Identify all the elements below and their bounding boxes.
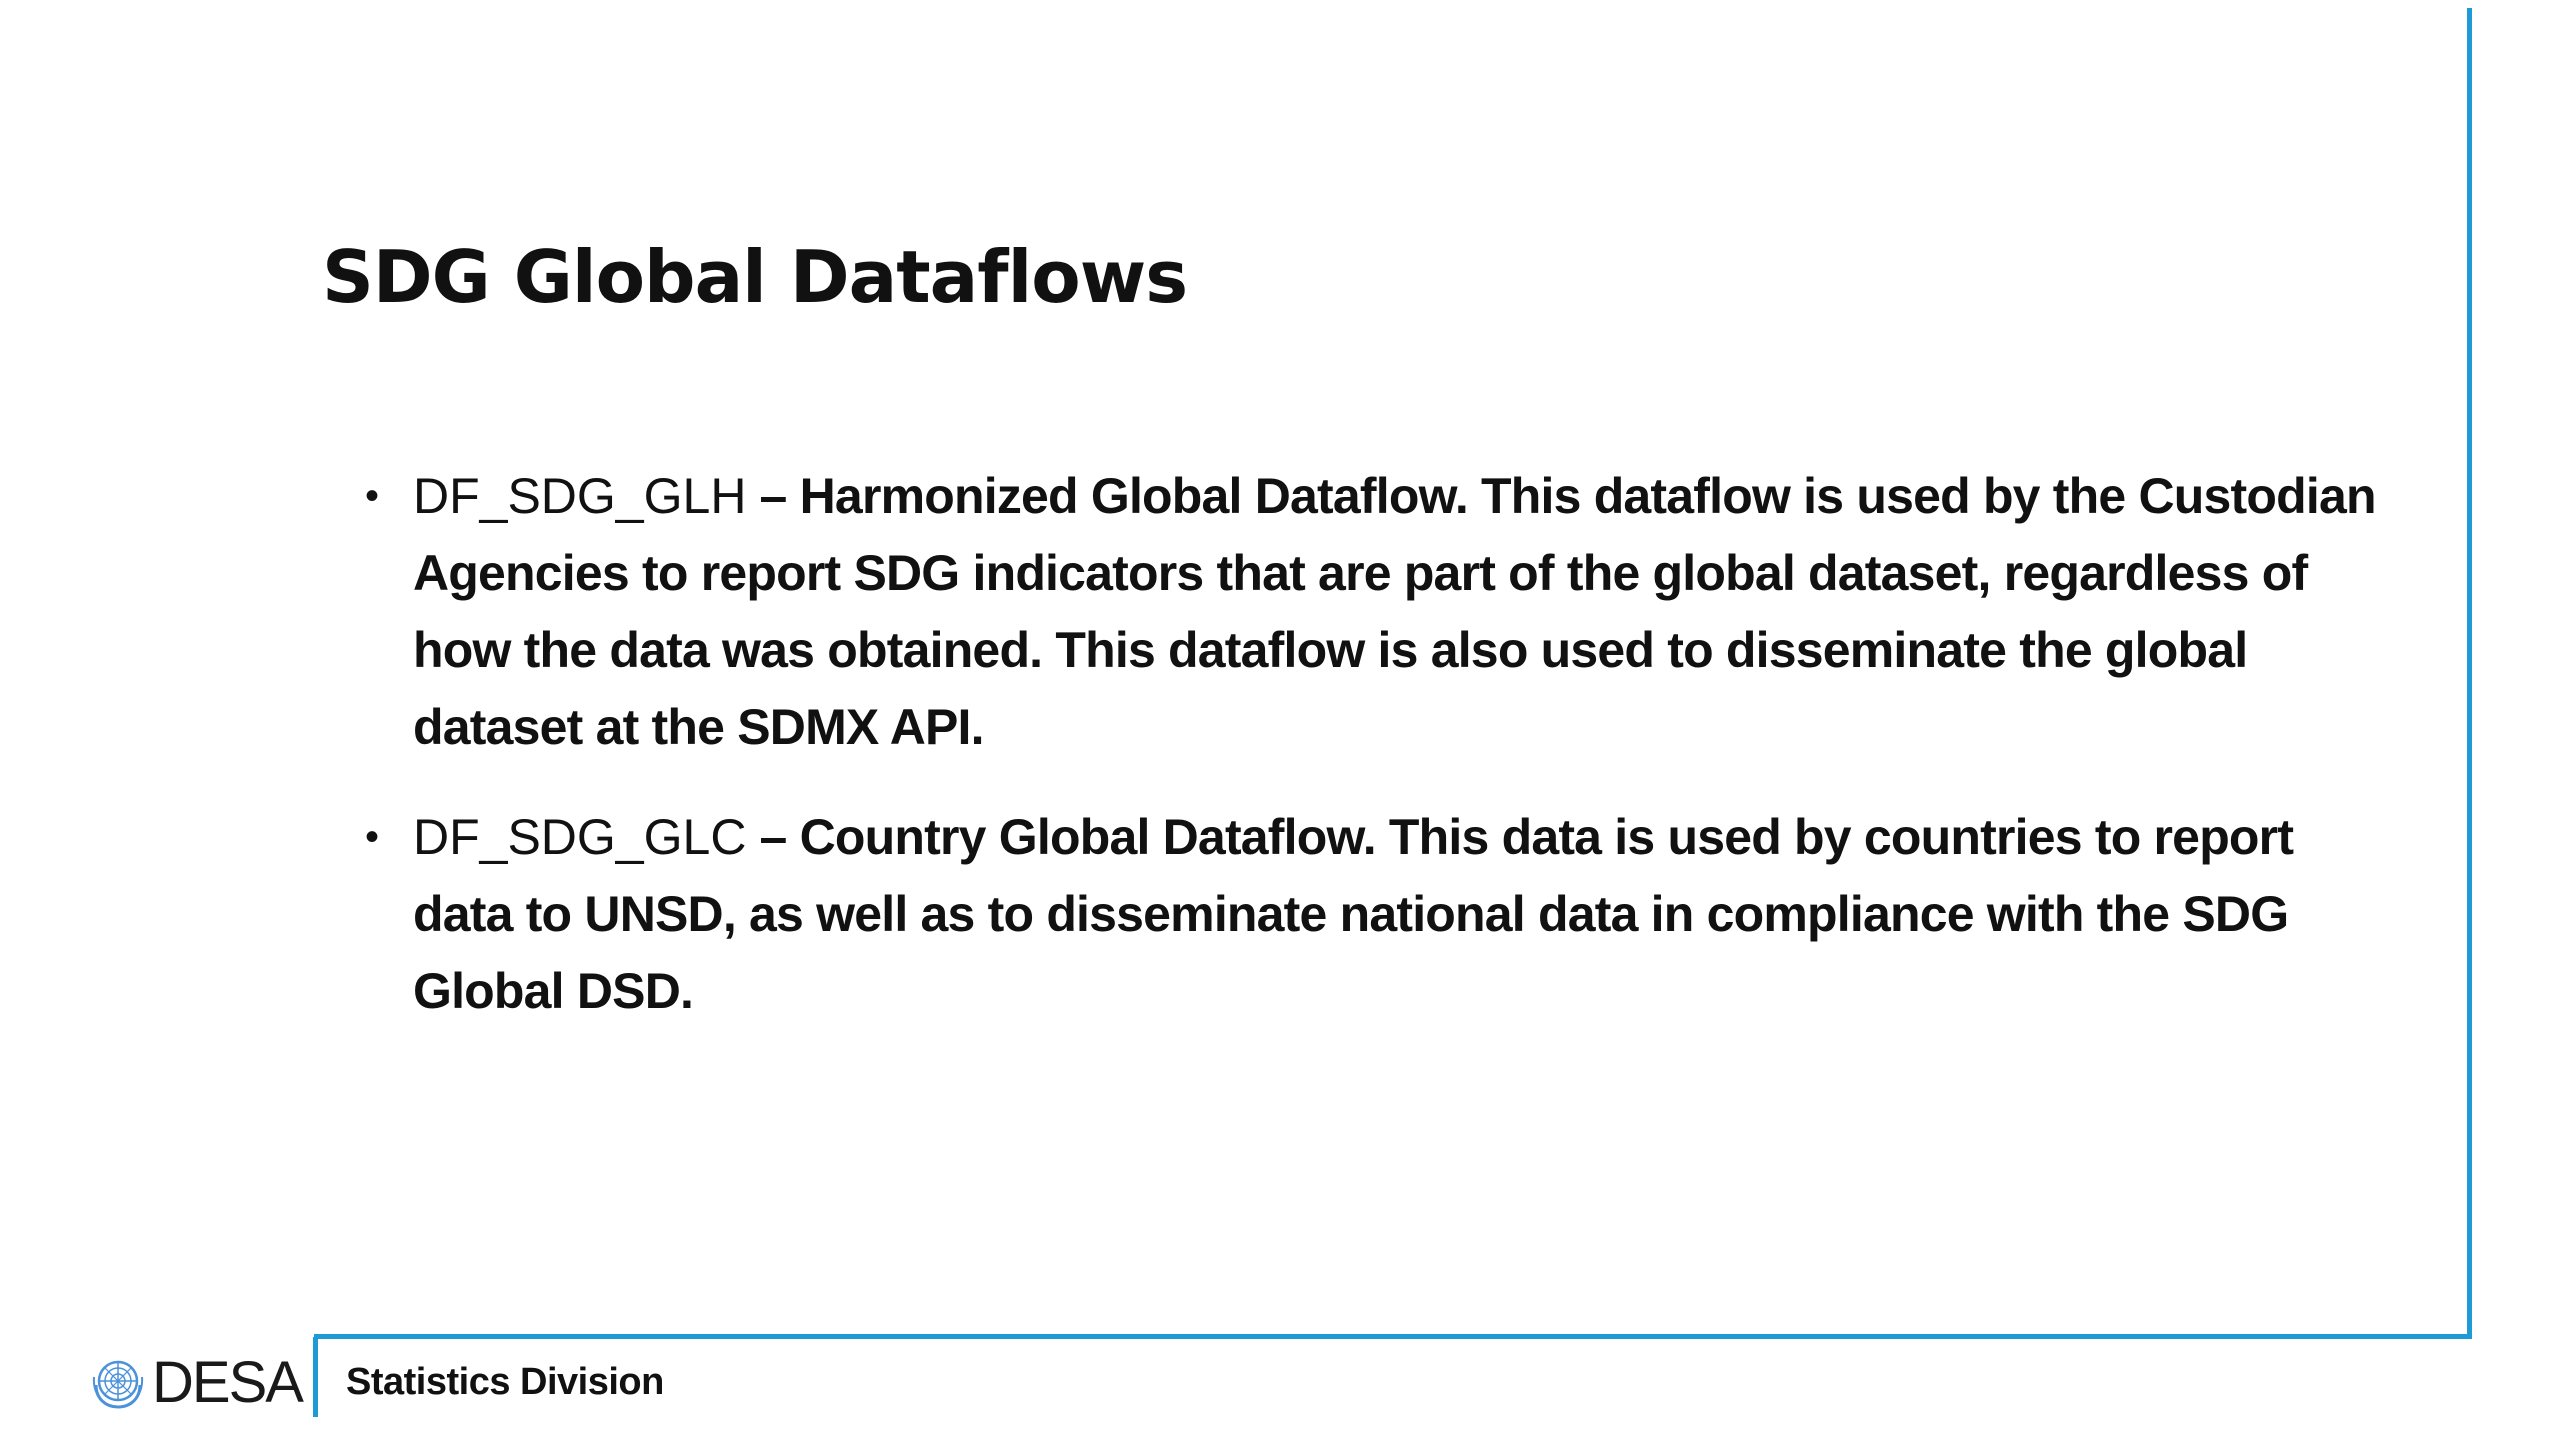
desa-logo-text: DESA <box>152 1350 302 1415</box>
bullet-item-glh <box>365 458 2405 766</box>
bullet-dot-icon: • <box>365 815 379 859</box>
dataflow-code: DF_SDG_GLH <box>413 468 747 524</box>
bullet-item-glc <box>365 799 2405 1030</box>
bullet-dot-icon: • <box>365 474 379 518</box>
bullet-text: – Country Global Dataflow. This data is used by countries to report data to UNSD, as well as to disseminate national data in compliance with the SDG Global DSD. <box>413 809 2294 1019</box>
dataflow-code: DF_SDG_GLC <box>413 809 747 865</box>
slide-title: SDG Global Dataflows <box>322 235 1188 319</box>
frame-line-bottom <box>314 1334 2472 1339</box>
frame-line-right <box>2467 8 2472 1339</box>
footer-divider <box>313 1337 318 1417</box>
bullet-text: – Harmonized Global Dataflow. This dataflow is used by the Custodian Agencies to report SDG indicators that are part of the global dataset, regardless of how the data was obtained. This dataflow is also used to disseminate the global dataset at the SDMX API. <box>413 468 2376 755</box>
bullet-list <box>365 458 2405 1063</box>
division-name: Statistics Division <box>346 1361 664 1403</box>
un-emblem-icon <box>90 1355 146 1411</box>
desa-logo <box>90 1348 302 1418</box>
